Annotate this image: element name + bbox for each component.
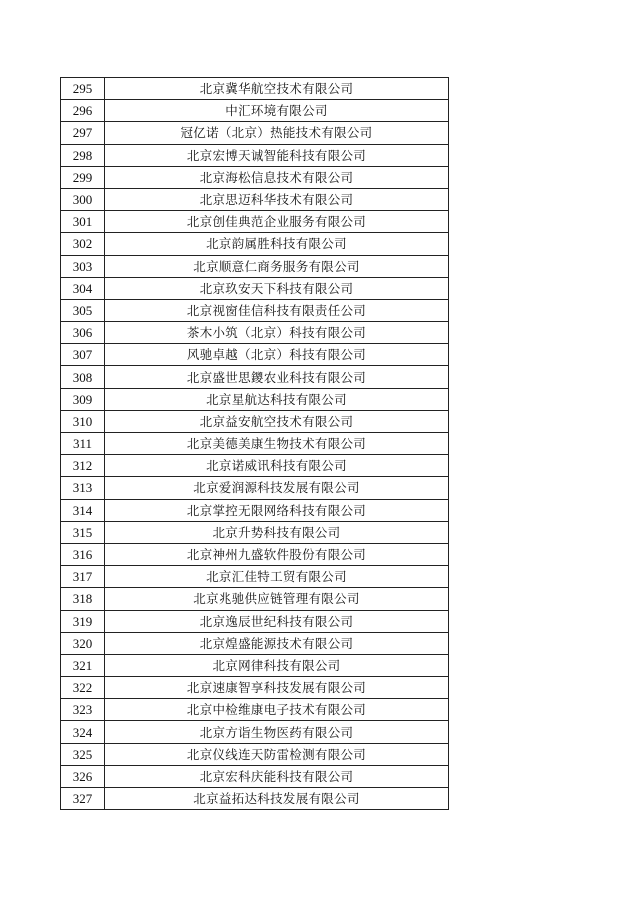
company-name-cell: 北京诺威讯科技有限公司: [105, 455, 449, 477]
row-number-cell: 320: [61, 632, 105, 654]
company-name-cell: 北京美德美康生物技术有限公司: [105, 433, 449, 455]
table-row: [61, 788, 449, 810]
company-name-cell: 北京升势科技有限公司: [105, 521, 449, 543]
table-row: [61, 188, 449, 210]
company-name-cell: 北京速康智享科技发展有限公司: [105, 677, 449, 699]
table-row: [61, 677, 449, 699]
company-name-cell: 北京益安航空技术有限公司: [105, 410, 449, 432]
company-list-body: [61, 78, 449, 810]
company-name-cell: 北京顺意仁商务服务有限公司: [105, 255, 449, 277]
table-row: [61, 144, 449, 166]
row-number-cell: 322: [61, 677, 105, 699]
table-row: [61, 588, 449, 610]
company-name-cell: 茶木小筑（北京）科技有限公司: [105, 322, 449, 344]
row-number-cell: 314: [61, 499, 105, 521]
company-name-cell: 冠亿诺（北京）热能技术有限公司: [105, 122, 449, 144]
row-number-cell: 309: [61, 388, 105, 410]
table-row: [61, 610, 449, 632]
company-name-cell: 北京盛世思鑁农业科技有限公司: [105, 366, 449, 388]
table-row: [61, 477, 449, 499]
company-name-cell: 北京中检维康电子技术有限公司: [105, 699, 449, 721]
company-name-cell: 北京方诣生物医药有限公司: [105, 721, 449, 743]
row-number-cell: 327: [61, 788, 105, 810]
company-name-cell: 风驰卓越（北京）科技有限公司: [105, 344, 449, 366]
row-number-cell: 317: [61, 566, 105, 588]
row-number-cell: 300: [61, 188, 105, 210]
row-number-cell: 310: [61, 410, 105, 432]
row-number-cell: 297: [61, 122, 105, 144]
table-row: [61, 78, 449, 100]
row-number-cell: 304: [61, 277, 105, 299]
row-number-cell: 298: [61, 144, 105, 166]
row-number-cell: 318: [61, 588, 105, 610]
company-name-cell: 北京煌盛能源技术有限公司: [105, 632, 449, 654]
company-name-cell: 北京兆驰供应链管理有限公司: [105, 588, 449, 610]
table-row: [61, 455, 449, 477]
table-row: [61, 632, 449, 654]
company-name-cell: 北京爱润源科技发展有限公司: [105, 477, 449, 499]
company-name-cell: 北京益拓达科技发展有限公司: [105, 788, 449, 810]
table-row: [61, 743, 449, 765]
company-name-cell: 中汇环境有限公司: [105, 100, 449, 122]
company-name-cell: 北京汇佳特工贸有限公司: [105, 566, 449, 588]
row-number-cell: 324: [61, 721, 105, 743]
table-row: [61, 654, 449, 676]
company-name-cell: 北京星航达科技有限公司: [105, 388, 449, 410]
row-number-cell: 321: [61, 654, 105, 676]
company-name-cell: 北京仪线连天防雷检测有限公司: [105, 743, 449, 765]
row-number-cell: 313: [61, 477, 105, 499]
company-list-table: [60, 77, 449, 810]
company-name-cell: 北京冀华航空技术有限公司: [105, 78, 449, 100]
row-number-cell: 296: [61, 100, 105, 122]
table-row: [61, 699, 449, 721]
table-row: [61, 410, 449, 432]
table-row: [61, 255, 449, 277]
table-row: [61, 211, 449, 233]
company-name-cell: 北京神州九盛软件股份有限公司: [105, 543, 449, 565]
row-number-cell: 316: [61, 543, 105, 565]
row-number-cell: 325: [61, 743, 105, 765]
row-number-cell: 312: [61, 455, 105, 477]
row-number-cell: 311: [61, 433, 105, 455]
company-name-cell: 北京逸辰世纪科技有限公司: [105, 610, 449, 632]
table-row: [61, 233, 449, 255]
company-name-cell: 北京宏博天诚智能科技有限公司: [105, 144, 449, 166]
company-name-cell: 北京宏科庆能科技有限公司: [105, 765, 449, 787]
company-name-cell: 北京思迈科华技术有限公司: [105, 188, 449, 210]
table-row: [61, 521, 449, 543]
table-row: [61, 299, 449, 321]
row-number-cell: 308: [61, 366, 105, 388]
row-number-cell: 303: [61, 255, 105, 277]
row-number-cell: 305: [61, 299, 105, 321]
row-number-cell: 307: [61, 344, 105, 366]
row-number-cell: 326: [61, 765, 105, 787]
company-name-cell: 北京掌控无限网络科技有限公司: [105, 499, 449, 521]
table-row: [61, 100, 449, 122]
table-row: [61, 322, 449, 344]
company-name-cell: 北京海松信息技术有限公司: [105, 166, 449, 188]
table-row: [61, 344, 449, 366]
row-number-cell: 319: [61, 610, 105, 632]
table-row: [61, 388, 449, 410]
table-row: [61, 122, 449, 144]
table-row: [61, 765, 449, 787]
table-row: [61, 543, 449, 565]
row-number-cell: 306: [61, 322, 105, 344]
table-row: [61, 721, 449, 743]
company-name-cell: 北京创佳典范企业服务有限公司: [105, 211, 449, 233]
row-number-cell: 302: [61, 233, 105, 255]
company-name-cell: 北京网律科技有限公司: [105, 654, 449, 676]
table-row: [61, 277, 449, 299]
row-number-cell: 299: [61, 166, 105, 188]
table-row: [61, 499, 449, 521]
table-row: [61, 166, 449, 188]
row-number-cell: 301: [61, 211, 105, 233]
row-number-cell: 323: [61, 699, 105, 721]
table-row: [61, 366, 449, 388]
table-row: [61, 566, 449, 588]
company-name-cell: 北京韵属胜科技有限公司: [105, 233, 449, 255]
table-row: [61, 433, 449, 455]
company-name-cell: 北京玖安天下科技有限公司: [105, 277, 449, 299]
row-number-cell: 315: [61, 521, 105, 543]
row-number-cell: 295: [61, 78, 105, 100]
company-name-cell: 北京视窗佳信科技有限责任公司: [105, 299, 449, 321]
